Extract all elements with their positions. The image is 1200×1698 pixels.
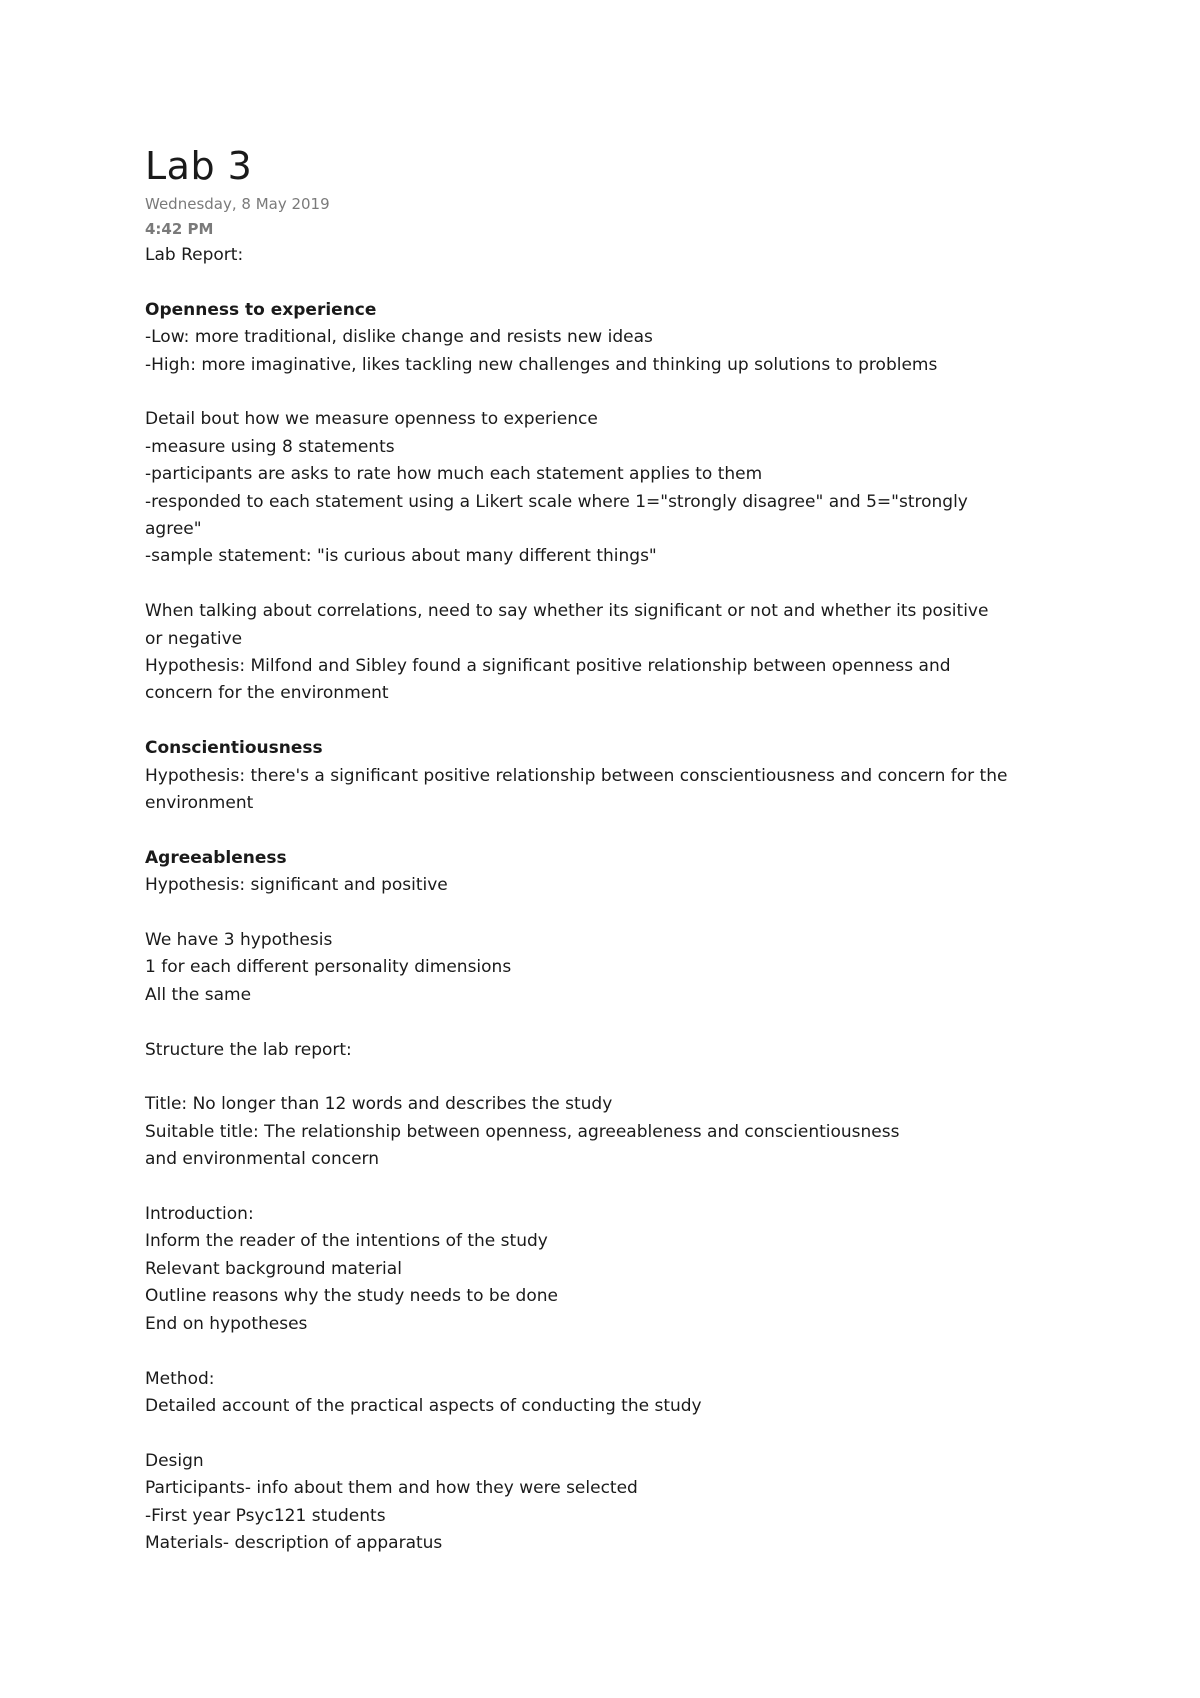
text-line: Hypothesis: Milfond and Sibley found a significant positive relationship between openness and: [145, 656, 951, 677]
page-title: Lab 3: [145, 144, 253, 188]
text-line: When talking about correlations, need to say whether its significant or not and whether its positive: [145, 601, 989, 622]
text-line: Suitable title: The relationship between openness, agreeableness and conscientiousness: [145, 1121, 900, 1142]
section-heading: Conscientiousness: [145, 738, 323, 759]
text-line: Introduction:: [145, 1204, 254, 1225]
text-line: concern for the environment: [145, 683, 389, 704]
blank-line: [145, 1338, 1105, 1365]
text-line: Inform the reader of the intentions of the study: [145, 1231, 548, 1252]
text-line: agree": [145, 519, 202, 540]
text-line: Hypothesis: there's a significant positive relationship between conscientiousness and concern for the: [145, 765, 1008, 786]
text-line: -sample statement: "is curious about many different things": [145, 546, 657, 567]
text-line: Hypothesis: significant and positive: [145, 875, 448, 896]
text-line: -Low: more traditional, dislike change and resists new ideas: [145, 327, 653, 348]
text-line: Lab Report:: [145, 245, 244, 265]
text-line: and environmental concern: [145, 1149, 379, 1170]
blank-line: [145, 269, 1105, 296]
blank-line: [145, 817, 1105, 844]
text-line: Relevant background material: [145, 1258, 402, 1279]
note-time: 4:42 PM: [145, 220, 214, 238]
section-heading: Openness to experience: [145, 299, 377, 320]
text-line: or negative: [145, 628, 243, 649]
text-line: All the same: [145, 984, 252, 1005]
text-line: Design: [145, 1450, 204, 1471]
blank-line: [145, 379, 1105, 406]
blank-line: [145, 1009, 1105, 1036]
blank-line: [145, 1420, 1105, 1447]
text-line: We have 3 hypothesis: [145, 930, 333, 951]
text-line: -responded to each statement using a Likert scale where 1="strongly disagree" and 5="strongly: [145, 491, 968, 512]
note-body: [145, 242, 1105, 1557]
blank-line: [145, 708, 1105, 735]
text-line: Materials- description of apparatus: [145, 1532, 443, 1553]
text-line: End on hypotheses: [145, 1313, 308, 1334]
text-line: Method:: [145, 1368, 215, 1389]
text-line: Participants- info about them and how they were selected: [145, 1478, 638, 1499]
blank-line: [145, 1064, 1105, 1091]
text-line: environment: [145, 793, 254, 814]
text-line: Detail bout how we measure openness to experience: [145, 409, 598, 430]
note-date: Wednesday, 8 May 2019: [145, 195, 330, 213]
text-line: Outline reasons why the study needs to be done: [145, 1286, 558, 1307]
text-line: -measure using 8 statements: [145, 436, 395, 457]
blank-line: [145, 1174, 1105, 1201]
blank-line: [145, 900, 1105, 927]
text-line: -High: more imaginative, likes tackling new challenges and thinking up solutions to problems: [145, 354, 938, 375]
text-line: Structure the lab report:: [145, 1039, 352, 1060]
text-line: Detailed account of the practical aspects of conducting the study: [145, 1395, 702, 1416]
text-line: -First year Psyc121 students: [145, 1505, 386, 1526]
section-heading: Agreeableness: [145, 847, 287, 868]
text-line: Title: No longer than 12 words and describes the study: [145, 1094, 613, 1115]
text-line: -participants are asks to rate how much each statement applies to them: [145, 464, 763, 485]
note-page: [145, 140, 1105, 1557]
blank-line: [145, 571, 1105, 598]
text-line: 1 for each different personality dimensions: [145, 957, 512, 978]
